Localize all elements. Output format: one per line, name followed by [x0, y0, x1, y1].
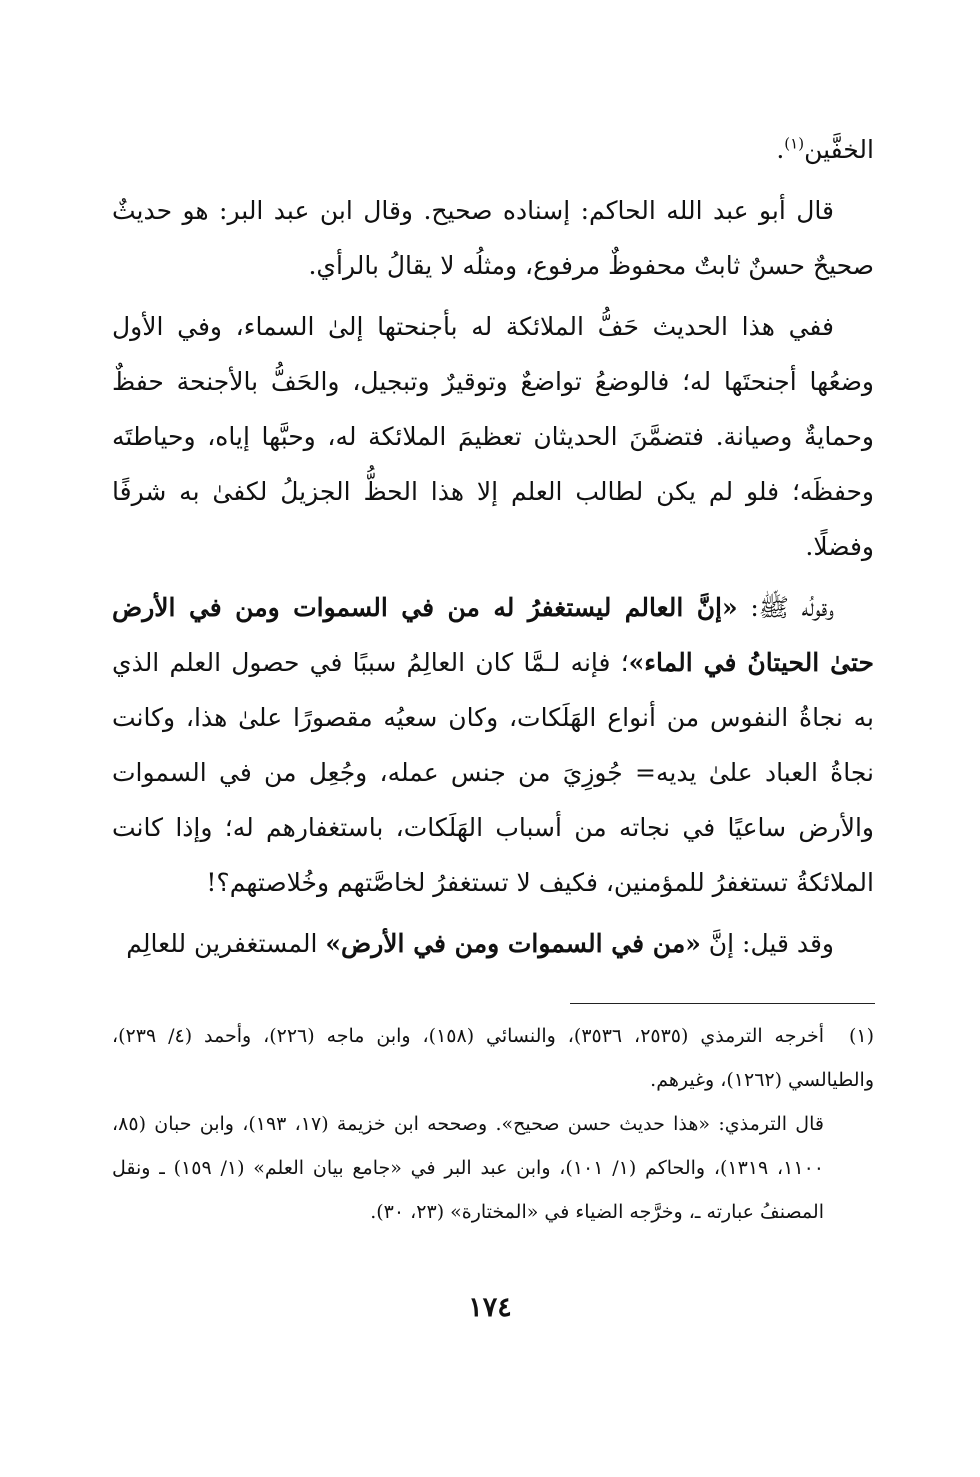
footnote-1: [112, 1014, 874, 1102]
quran-quote: «من في السموات ومن في الأرض»: [325, 929, 701, 958]
paragraph-it-was-said: [112, 916, 874, 971]
footnote-marker: (١): [848, 1025, 874, 1047]
page-number: ١٧٤: [468, 1292, 512, 1323]
main-text: [112, 122, 874, 977]
paragraph-angels: ففي هذا الحديث حَفُّ الملائكة له بأجنحتها إلىٰ السماء، وفي الأول وضعُها أجنحتَها له؛ فالوضعُ تواضعٌ وتوقيرٌ وتبجيل، والحَفُّ بالأجنحة حفظٌ وحمايةٌ وصيانة. فتضمَّنَ الحديثان تعظيمَ الملائكة له، وحبَّها إياه، وحياطتَه وحفظَه؛ فلو لم يكن لطالب العلم إلا هذا الحظُّ الجزيلُ لكفىٰ به شرفًا وفضلًا.: [112, 312, 874, 561]
paragraph-hakim: قال أبو عبد الله الحاكم: إسناده صحيح. وقال ابن عبد البر: هو حديثٌ صحيحٌ حسنٌ ثابتٌ محفوظٌ مرفوع، ومثلُه لا يقالُ بالرأي.: [112, 196, 874, 280]
hadith-quote: «إنَّ العالم ليستغفرُ له من في السموات ومن في الأرض حتىٰ الحيتانُ في الماء»: [112, 593, 874, 677]
footnote-1-continuation: قال الترمذي: «هذا حديث حسن صحيح». وصححه ابن خزيمة (١٧، ١٩٣)، وابن حبان (٨٥، ١١٠٠، ١٣١٩)، والحاكم (١/ ١٠١)، وابن عبد البر في «جامع بيان العلم» (١/ ١٥٩) ـ ونقل المصنفُ عبارته ـ، وخرَّجه الضياء في «المختارة» (٢٣، ٣٠).: [112, 1113, 824, 1223]
footnotes: [112, 1014, 874, 1234]
paragraph-hadith-forgiveness: [112, 580, 874, 910]
paragraph-text: وقد قيل: إنَّ: [700, 929, 834, 958]
paragraph-text: ؛ فإنه لـمَّا كان العالِمُ سببًا في حصول العلم الذي به نجاةُ النفوس من أنواع الهَلَكات، وكان سعيُه مقصورًا علىٰ هذا، وكانت نجاةُ العباد علىٰ يديه= جُوزِيَ من جنس عمله، وجُعِل من في السموات والأرض ساعيًا في نجاته من أسباب الهَلَكات، باستغفارهم له؛ وإذا كانت الملائكةُ تستغفرُ للمؤمنين، فكيف لا تستغفرُ لخاصَّتهم وخُلاصتهم؟!: [112, 648, 874, 897]
paragraph-text: وقولُه ﷺ:: [737, 593, 834, 622]
paragraph-text: المستغفرين للعالِم: [126, 929, 326, 958]
paragraph-continuation: [112, 122, 874, 177]
footnote-reference: (١): [784, 134, 805, 153]
paragraph-text: الخفَّين: [804, 135, 874, 164]
paragraph-end: .: [776, 135, 785, 164]
footnote-text: أخرجه الترمذي (٢٥٣٥، ٣٥٣٦)، والنسائي (١٥٨)، وابن ماجه (٢٢٦)، وأحمد (٤/ ٢٣٩)، والطيالسي (١٢٦٢)، وغيرهم.: [112, 1025, 874, 1091]
footnote-separator: [570, 1003, 875, 1004]
